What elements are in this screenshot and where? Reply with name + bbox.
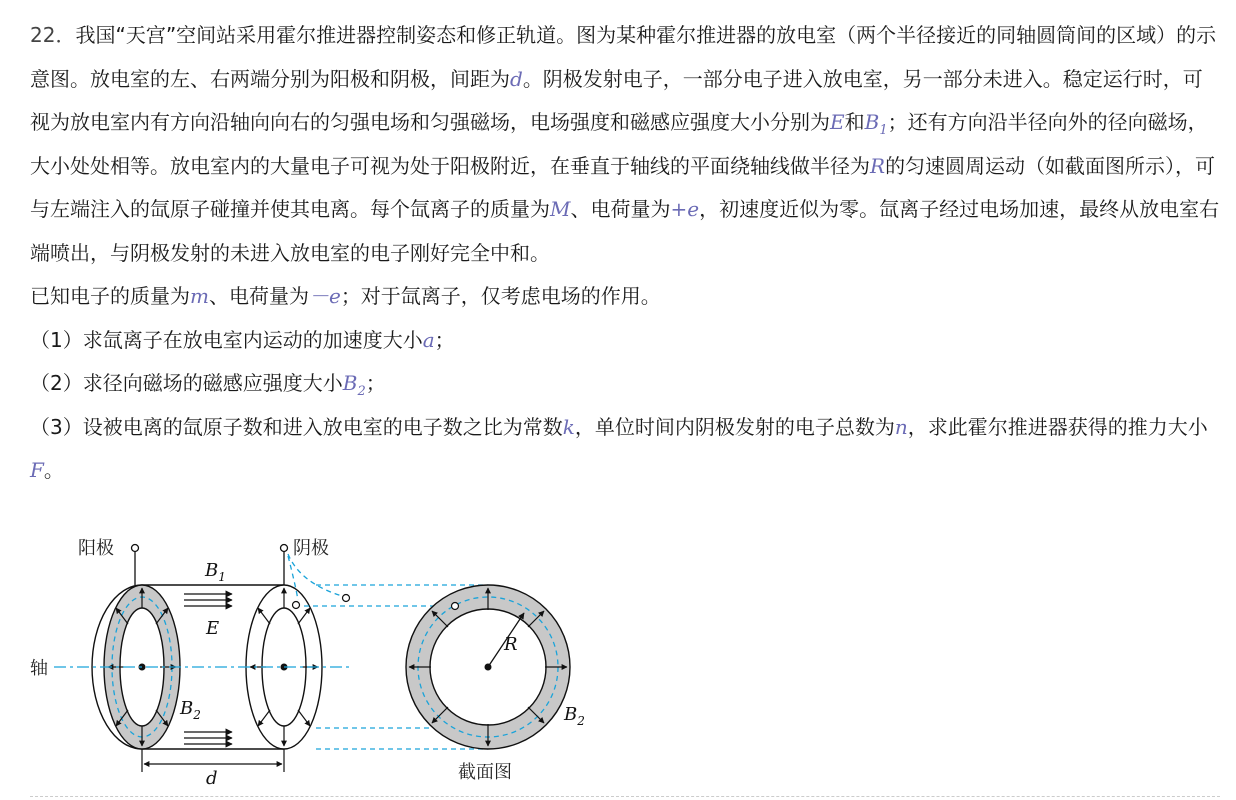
var-F: F — [30, 458, 44, 482]
text-run: ； — [434, 327, 455, 352]
text-run: 已知电子的质量为 — [30, 284, 190, 308]
text-run: 、电荷量为 — [208, 284, 309, 308]
question-2 — [30, 362, 1220, 406]
var-M: M — [550, 197, 571, 221]
text-run: 我国“天宫”空间站采用霍尔推进器控制姿态和修正轨道。图为某种霍尔推进器的放电室（两个半径接近的同轴圆筒间的区域）的示意图。放电室的左、右两端分别为阳极和阴极，间距为 — [30, 23, 1217, 91]
anode-label: 阳极 — [78, 538, 114, 559]
text-run: （2）求径向磁场的磁感应强度大小 — [30, 371, 343, 395]
text-run: 的匀速圆周运动（如截面图所示），可与左端注入的氙原子碰撞并使其电离。每个氙离子的质量为 — [30, 153, 1216, 221]
problem-number: 22． — [30, 23, 76, 47]
electron-entering-dot — [293, 602, 300, 609]
text-run: ；对于氙离子，仅考虑电场的作用。 — [340, 284, 661, 308]
text-run: 和 — [844, 110, 865, 134]
text-run: ，单位时间内阴极发射的电子总数为 — [574, 414, 895, 439]
b1-label: $B_1$ — [205, 560, 226, 584]
d-label: d — [206, 768, 218, 789]
r-label: R — [504, 634, 518, 655]
var-E: E — [830, 110, 845, 134]
thruster-diagram — [20, 528, 610, 790]
var-k: k — [562, 414, 575, 439]
var-a: a — [422, 327, 435, 352]
var-m: m — [190, 284, 209, 308]
var-plus-e: +e — [670, 197, 700, 221]
var-minus-e: －e — [308, 284, 341, 308]
question-3 — [30, 406, 1220, 493]
text-run: 。 — [43, 458, 64, 482]
var-R: R — [870, 153, 886, 178]
var-d: d — [510, 66, 523, 91]
text-run: （1）求氙离子在放电室内运动的加速度大小 — [30, 327, 423, 352]
cross-section-caption: 截面图 — [458, 762, 512, 783]
text-run: ，初速度近似为零。氙离子经过电场加速，最终从放电室右端喷出，与阴极发射的未进入放电室的电子刚好完全中和。 — [30, 197, 1220, 265]
text-run: ，求此霍尔推进器获得的推力大小 — [907, 414, 1208, 439]
text-run: ；还有方向沿半径向外的径向磁场，大小处处相等。放电室内的大量电子可视为处于阳极附近，在垂直于轴线的平面绕轴线做半径为 — [30, 110, 1208, 178]
cross-b2-label: $B_2$ — [564, 704, 585, 728]
problem-paragraph-2 — [30, 275, 1220, 319]
anode-terminal — [132, 545, 139, 552]
problem-text — [30, 14, 1220, 493]
axis-label: 轴 — [30, 658, 48, 679]
text-run: ； — [365, 371, 386, 395]
text-run: （3）设被电离的氙原子数和进入放电室的电子数之比为常数 — [30, 414, 563, 439]
e-label: E — [206, 618, 220, 639]
cathode-label: 阴极 — [293, 538, 329, 559]
cross-section-center-dot — [485, 664, 492, 671]
cross-section-electron-dot — [452, 603, 459, 610]
var-B1: B — [864, 110, 880, 134]
cathode-terminal — [281, 545, 288, 552]
question-1 — [30, 319, 1220, 363]
emitted-electron-dot — [343, 595, 350, 602]
bottom-dashed-divider — [30, 796, 1220, 797]
var-B1-sub: 1 — [879, 123, 888, 138]
text-run: 。阴极发射电子，一部分电子进入放电室，另一部分未进入。稳定运行时，可视为放电室内有方向沿轴向向右的匀强电场和匀强磁场，电场强度和磁感应强度大小分别为 — [30, 66, 1203, 134]
var-n: n — [894, 414, 908, 439]
var-B2: B — [342, 371, 358, 395]
b2-label: $B_2$ — [180, 698, 201, 722]
text-run: 、电荷量为 — [570, 197, 671, 221]
var-B2-sub: 2 — [357, 384, 366, 399]
problem-paragraph-1 — [30, 14, 1220, 275]
